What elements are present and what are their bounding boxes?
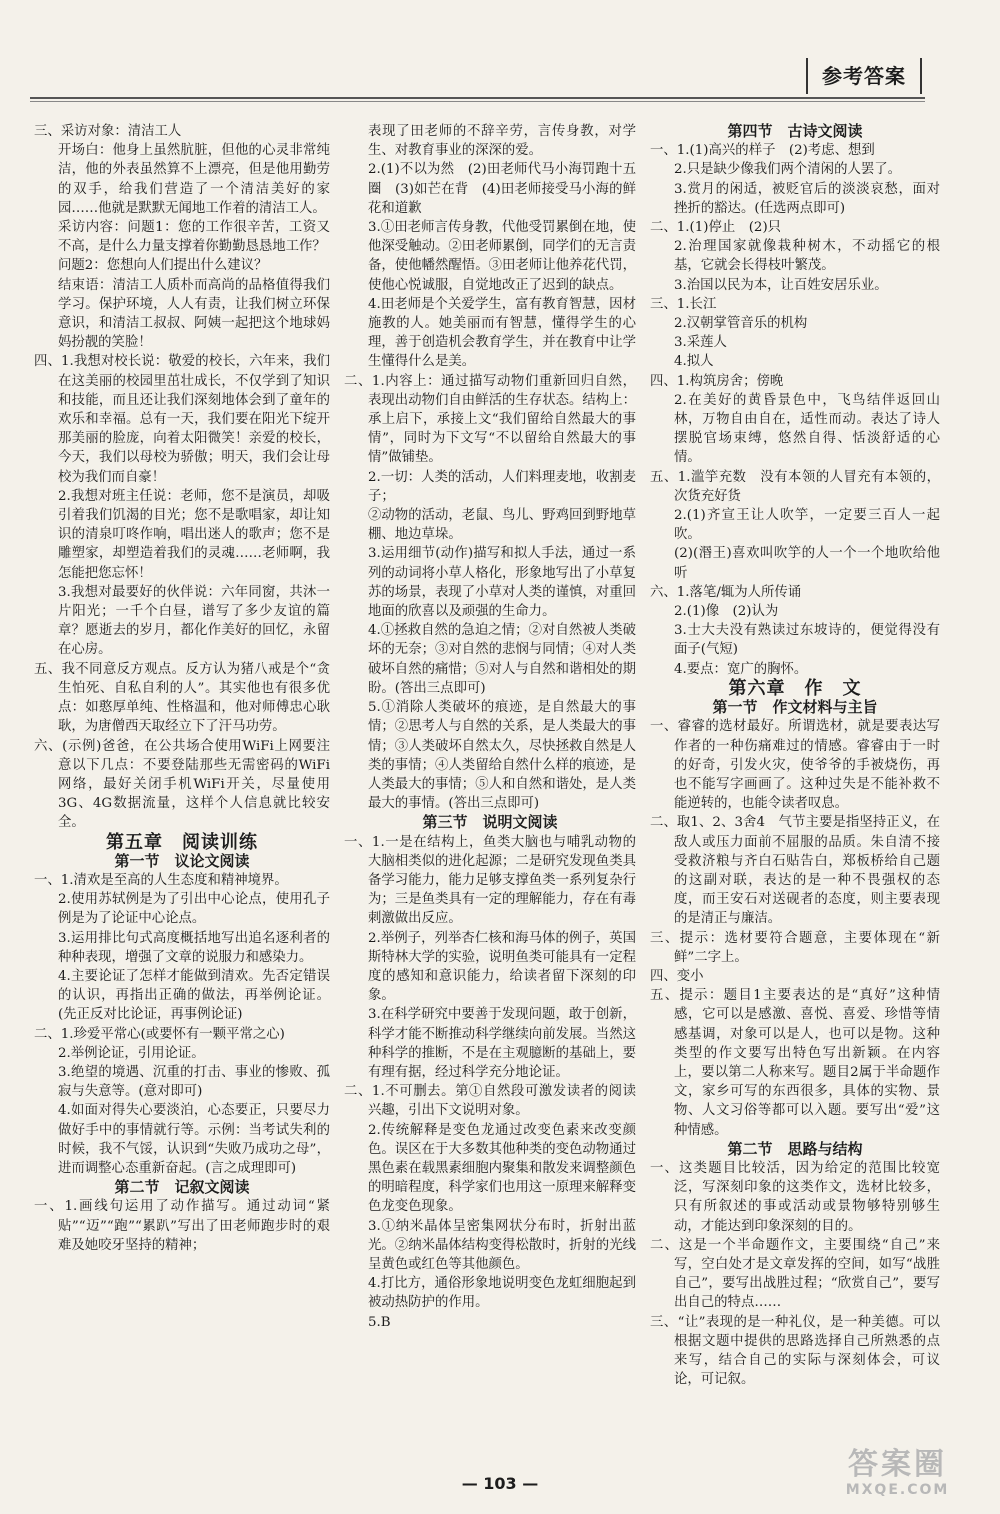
chapter-heading: 第六章 作 文 — [728, 677, 862, 699]
answer-item: 一、1.画线句运用了动作描写。通过动词“紧贴”“迈”“跑”“累趴”写出了田老师跑步时的艰难及她咬牙坚持的精神； — [34, 1199, 330, 1253]
section-heading: 第三节 说明文阅读 — [422, 813, 558, 832]
answer-line: 2.(1)齐宣王让人吹竽，一定要三百人一起吹。 — [674, 508, 940, 543]
answer-line: 2.治理国家就像栽种树木，不动摇它的根基，它就会长得枝叶繁茂。 — [674, 239, 940, 274]
section-heading: 第一节 作文材料与主旨 — [712, 698, 878, 717]
answer-line: 3.我想对最要好的伙伴说：六年同窗，共沐一片阳光；一千个白昼，谱写了多少友谊的篇章？愿逝去的岁月，都化作美好的回忆，永留在心房。 — [58, 584, 330, 658]
answer-item: 三、“让”表现的是一种礼仪，是一种美德。可以根据文题中提供的思路选择自己所熟悉的点来写，结合自己的实际与深刻体会，可议论，可记叙。 — [650, 1314, 940, 1388]
answer-item: 一、1.清欢是至高的人生态度和精神境界。 — [34, 872, 288, 888]
answer-item: 五、我不同意反方观点。反方认为猪八戒是个“贪生怕死、自私自利的人”。其实他也有很多优点：如憨厚单纯、性格温和，他对师傅忠心耿耿，为唐僧西天取经立下了汗马功劳。 — [34, 661, 330, 735]
answer-item: 二、这是一个半命题作文，主要围绕“自己”来写，空白处才是文章发挥的空间，如写“战胜自己”，要写出战胜过程；“欣赏自己”，要写出自己的特点…… — [650, 1237, 940, 1311]
section-heading: 第二节 记叙文阅读 — [114, 1178, 250, 1197]
answer-line: 采访内容：问题1：您的工作很辛苦，工资又不高，是什么力量支撑着你勤勤恳恳地工作？ — [58, 220, 330, 255]
answer-line: 表现了田老师的不辞辛劳，言传身教，对学生、对教育事业的深深的爱。 — [368, 124, 636, 159]
answer-item: 二、1.不可删去。第①自然段可激发读者的阅读兴趣，引出下文说明对象。 — [344, 1084, 636, 1119]
answer-line: 5.①消除人类破坏的痕迹，是自然最大的事情；②思考人与自然的关系，是人类最大的事情；③人类破坏自然太久，尽快拯救自然是人类的事情；④人类留给自然什么样的痕迹，是人类最大的事情；⑤人和自然和谐处，是人类最大的事情。(答出三点即可) — [368, 700, 636, 812]
column-right — [650, 122, 940, 1389]
answer-line: 2.在美好的黄昏景色中，飞鸟结伴返回山林，万物自由自在，适性而动。表达了诗人摆脱官场束缚，悠然自得、恬淡舒适的心情。 — [674, 392, 940, 466]
answer-line: 2.使用苏轼例是为了引出中心论点，使用孔子例是为了论证中心论点。 — [58, 892, 330, 927]
answer-item: 一、1.(1)高兴的样子 (2)考虑、想到 — [650, 143, 875, 159]
answer-line: 4.田老师是个关爱学生，富有教育智慧，因材施教的人。她美丽而有智慧，懂得学生的心理，善于创造机会教育学生，并在教育中让学生懂得什么是美。 — [368, 296, 636, 370]
answer-item: 四、1.构筑房舍；傍晚 — [650, 373, 784, 389]
answer-item: 一、这类题目比较活，因为给定的范围比较宽泛，写深刻印象的这类作文，选材比较多，只有所叙述的事或活动或景物够特别够生动，才能达到印象深刻的目的。 — [650, 1160, 940, 1234]
answer-line: 4.主要论证了怎样才能做到清欢。先否定错误的认识，再指出正确的做法，再举例论证。(先正反对比论证，再事例论证) — [58, 968, 330, 1023]
section-heading: 第二节 思路与结构 — [727, 1139, 863, 1158]
answer-item: 三、提示：选材要符合题意，主要体现在“新鲜”二字上。 — [650, 930, 940, 965]
answer-line: 2.只是缺少像我们两个清闲的人罢了。 — [674, 162, 902, 178]
answer-line: 4.打比方，通俗形象地说明变色龙虹细胞起到被动热防护的作用。 — [368, 1276, 636, 1311]
answer-line: 2.举例子，列举杏仁核和海马体的例子，英国斯特林大学的实验，说明鱼类可能具有一定程度的感知和意识能力，给读者留下深刻的印象。 — [368, 930, 636, 1004]
answer-line: 2.我想对班主任说：老师，您不是演员，却吸引着我们饥渴的目光；您不是歌唱家，却让知识的清泉叮咚作响，唱出迷人的歌声；您不是雕塑家，却塑造着我们的灵魂……老师啊，我怎能把您忘怀！ — [58, 488, 330, 581]
answer-line: 问题2：您想向人们提出什么建议？ — [58, 258, 268, 274]
answer-item: 四、1.我想对校长说：敬爱的校长，六年来，我们在这美丽的校园里茁壮成长，不仅学到了知识和技能，而且还让我们深刻地体会到了童年的欢乐和幸福。总有一天，我们要在阳光下绽开那美丽的脸庞，向着太阳微笑！亲爱的校长，今天，我们以母校为骄傲；明天，我们会让母校为我们而自豪！ — [34, 354, 330, 485]
answer-item: 五、1.滥竽充数 没有本领的人冒充有本领的，次货充好货 — [650, 469, 940, 504]
watermark-sub-text: MXQE.COM — [845, 1482, 950, 1498]
answer-line: 4.要点：宽广的胸怀。 — [674, 661, 808, 677]
answer-line: (2)(湣王)喜欢叫吹竽的人一个一个地吹给他听 — [674, 546, 940, 581]
answer-line: 2.(1)不以为然 (2)田老师代马小海罚跑十五圈 (3)如芒在背 (4)田老师接受马小海的鲜花和道歉 — [368, 162, 636, 216]
section-heading: 第四节 古诗文阅读 — [727, 122, 863, 140]
answer-item: 一、睿睿的选材最好。所谓选材，就是要表达写作者的一种伤痛难过的情感。睿睿由于一时的好奇，引发火灾，使爷爷的手被烧伤，再也不能写字画画了。这种过失是不能补救不能逆转的，也能令读者叹息。 — [650, 719, 940, 812]
header-rule — [30, 97, 925, 99]
answer-line: 5.B — [368, 1314, 391, 1330]
watermark-logo — [805, 1448, 990, 1504]
answer-line: 2.汉朝掌管音乐的机构 — [674, 316, 808, 332]
answer-line: 3.运用细节(动作)描写和拟人手法，通过一系列的动词将小草人格化，形象地写出了小草复苏的场景，表现了小草对人类的谨慎，对重回地面的欣喜以及顽强的生命力。 — [368, 546, 636, 620]
section-heading: 第一节 议论文阅读 — [114, 851, 250, 870]
answer-line: 2.传统解释是变色龙通过改变色素来改变颜色。误区在于大多数其他种类的变色动物通过黑色素在载黑素细胞内聚集和散发来调整颜色的明暗程度，科学家们也用这一原理来解释变色龙变色现象。 — [368, 1122, 636, 1215]
answer-line: 2.(1)像 (2)认为 — [674, 604, 779, 620]
answer-item: 二、1.(1)停止 (2)只 — [650, 220, 782, 236]
header-title: 参考答案 — [806, 58, 922, 94]
answer-line: ②动物的活动，老鼠、鸟儿、野鸡回到野地草棚、地边草垛。 — [368, 508, 636, 543]
chapter-heading: 第五章 阅读训练 — [106, 831, 258, 853]
page-number: — 103 — — [461, 1474, 539, 1493]
answer-item: 六、1.落笔/辄为人所传诵 — [650, 584, 802, 600]
answer-item: 三、采访对象：清洁工人 — [34, 124, 182, 139]
answer-item: 五、提示：题目1主要表达的是“真好”这种情感，它可以是感激、喜悦、喜爱、珍惜等情感基调，对象可以是人，也可以是物。这种类型的作文要写出特色写出新颖。在内容上，要以第二人称来写。题目2属于半命题作文，家乡可写的东西很多，具体的实物、景物、人文习俗等都可以入题。要写出“爱”这种情感。 — [650, 988, 940, 1138]
answer-line: 4.如面对得失心要淡泊，心态要正，只要尽力做好手中的事情就行等。示例：当考试失利的时候，我不气馁，认识到“失败乃成功之母”，进而调整心态重新奋起。(言之成理即可) — [58, 1103, 330, 1176]
answer-item: 三、1.长江 — [650, 296, 717, 312]
answer-line: 3.治国以民为本，让百姓安居乐业。 — [674, 277, 888, 293]
answer-line: 3.运用排比句式高度概括地写出追名逐利者的种种表现，增强了文章的说服力和感染力。 — [58, 930, 330, 965]
answer-line: 3.①田老师言传身教，代他受罚累倒在地，使他深受触动。②田老师累倒，同学们的无言责备，使他幡然醒悟。③田老师让他养花代罚，使他心悦诚服，自觉地改正了迟到的缺点。 — [368, 220, 636, 293]
answer-line: 结束语：清洁工人质朴而高尚的品格值得我们学习。保护环境，人人有责，让我们树立环保意识，和清洁工叔叔、阿姨一起把这个地球妈妈扮靓的笑脸！ — [58, 277, 330, 351]
column-middle — [344, 122, 636, 1332]
answer-line: 3.在科学研究中要善于发现问题，敢于创新，科学才能不断推动科学继续向前发展。当然这种科学的推断，不是在主观臆断的基础上，要有理有据，经过科学充分地论证。 — [368, 1007, 636, 1080]
answer-line: 开场白：他身上虽然肮脏，但他的心灵非常纯洁，他的外表虽然算不上漂亮，但是他用勤劳的双手，给我们营造了一个清洁美好的家园……他就是默默无闻地工作着的清洁工人。 — [58, 143, 330, 216]
header-rule-thin — [30, 101, 925, 102]
answer-item: 六、(示例)爸爸，在公共场合使用WiFi上网要注意以下几点：不要登陆那些无需密码的WiFi网络，最好关闭手机WiFi开关，尽量使用3G、4G数据流量，这样个人信息就比较安全。 — [34, 738, 330, 831]
answer-line: 3.绝望的境遇、沉重的打击、事业的惨败、孤寂与失意等。(意对即可) — [58, 1064, 330, 1100]
answer-line: 3.士大夫没有熟读过东坡诗的，便觉得没有面子(气短) — [674, 623, 940, 658]
answer-line: 4.拟人 — [674, 354, 714, 370]
answer-item: 二、1.内容上：通过描写动物们重新回归自然，表现出动物们自由鲜活的生存状态。结构上：承上启下，承接上文“我们留给自然最大的事情”，同时为下文写“不以留给自然最大的事情”做铺垫。 — [344, 373, 636, 466]
answer-item: 二、取1、2、3舍4 气节主要是指坚持正义，在敌人或压力面前不屈服的品质。朱自清不接受救济粮与齐白石贴告白，郑板桥给自己题的这副对联，表达的是一种不畏强权的态度，而王安石对送砚者的态度，则主要表现的是清正与廉洁。 — [650, 815, 940, 927]
answer-line: 3.①纳米晶体呈密集网状分布时，折射出蓝光。②纳米晶体结构变得松散时，折射的光线呈黄色或红色等其他颜色。 — [368, 1218, 636, 1272]
answer-item: 四、变小 — [650, 968, 704, 984]
answer-line: 3.采莲人 — [674, 335, 727, 351]
column-left — [34, 122, 330, 1255]
answer-item: 二、1.珍爱平常心(或要怀有一颗平常之心) — [34, 1026, 285, 1042]
answer-line: 2.一切：人类的活动，人们料理麦地，收割麦子； — [368, 469, 636, 504]
answer-item: 一、1.一是在结构上，鱼类大脑也与哺乳动物的大脑相类似的进化起源；二是研究发现鱼类具备学习能力，能力足够支撑鱼类一系列复杂行为；三是鱼类具有一定的理解能力，存在有毒刺激做出反应。 — [344, 834, 636, 927]
answer-line: 4.①拯救自然的急迫之情；②对自然被人类破坏的无奈；③对自然的悲悯与同情；④对人类破坏自然的痛惜；⑤对人与自然和谐相处的期盼。(答出三点即可) — [368, 623, 636, 696]
watermark-main-text: 答案圈 — [848, 1447, 947, 1482]
answer-line: 3.赏月的闲适，被贬官后的淡淡哀愁，面对挫折的豁达。(任选两点即可) — [674, 181, 940, 216]
answer-line: 2.举例论证，引用论证。 — [58, 1045, 205, 1061]
